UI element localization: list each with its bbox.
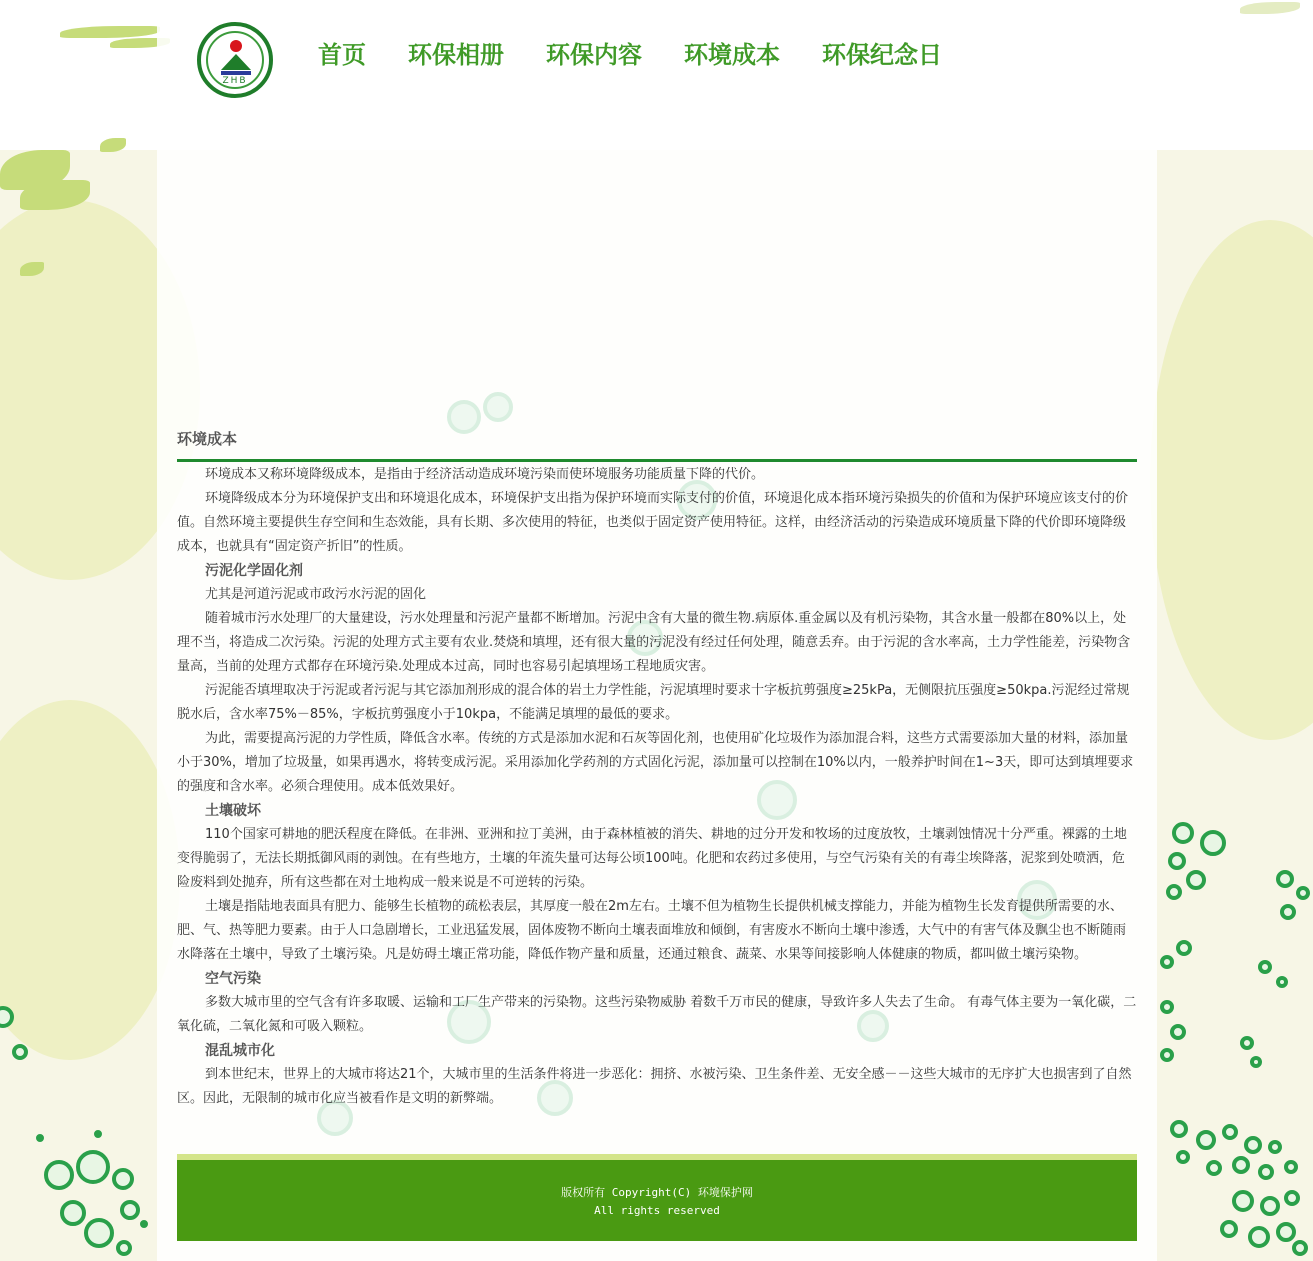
site-logo[interactable] (197, 22, 273, 98)
article-subheading: 污泥化学固化剂 (205, 563, 303, 579)
bubble-decoration (1250, 1056, 1262, 1068)
bubble-decoration (1232, 1190, 1254, 1212)
article-subheading: 土壤破坏 (205, 803, 261, 819)
article-paragraph: 尤其是河道污泥或市政污水污泥的固化 (205, 587, 427, 602)
article-paragraph: 多数大城市里的空气含有许多取暖、运输和工厂生产带来的污染物。这些污染物威胁 着数千万市民的健康，导致许多人失去了生命。 有毒气体主要为一氧化碳，二氧化硫，二氧化氮和可吸入颗粒。 (177, 995, 1137, 1034)
article-paragraph: 110个国家可耕地的肥沃程度在降低。在非洲、亚洲和拉丁美洲，由于森林植被的消失、耕地的过分开发和牧场的过度放牧，土壤剥蚀情况十分严重。裸露的土地变得脆弱了，无法长期抵御风雨的剥蚀。在有些地方，土壤的年流失量可达每公顷100吨。化肥和农药过多使用，与空气污染有关的有毒尘埃降落，泥浆到处喷洒，危险废料到处抛弃，所有这些都在对土地构成一般来说是不可逆转的污染。 (177, 827, 1127, 890)
bubble-decoration (116, 1240, 132, 1256)
footer-rights: All rights reserved (594, 1204, 720, 1217)
article-body (177, 463, 1137, 1111)
bubble-decoration (1160, 1000, 1174, 1014)
bubble-decoration (1276, 1222, 1296, 1242)
main-nav (318, 38, 942, 72)
page-title: 环境成本 (177, 430, 238, 448)
nav-album[interactable]: 环保相册 (408, 40, 504, 69)
bubble-decoration (44, 1160, 74, 1190)
bubble-decoration (1268, 1140, 1282, 1154)
logo-mountain-icon (221, 54, 251, 70)
bubble-decoration (12, 1044, 28, 1060)
bubble-decoration (84, 1218, 114, 1248)
bubble-decoration (1186, 870, 1206, 890)
logo-sun-icon (230, 40, 242, 52)
bubble-decoration (447, 400, 481, 434)
bubble-decoration (1222, 1124, 1238, 1140)
bubble-decoration (1258, 1164, 1274, 1180)
bubble-decoration (36, 1134, 44, 1142)
background-blob (0, 700, 180, 1060)
bubble-decoration (1284, 1190, 1300, 1206)
bubble-decoration (1176, 940, 1192, 956)
bubble-decoration (140, 1220, 148, 1228)
article-paragraph: 环境降级成本分为环境保护支出和环境退化成本，环境保护支出指为保护环境而实际支付的价值，环境退化成本指环境污染损失的价值和为保护环境应该支付的价值。自然环境主要提供生存空间和生态效能，具有长期、多次使用的特征，也类似于固定资产使用特征。这样，由经济活动的污染造成环境质量下降的代价即环境降级成本，也就具有“固定资产折旧”的性质。 (177, 491, 1129, 554)
bubble-decoration (1280, 904, 1296, 920)
bubble-decoration (1276, 976, 1288, 988)
footer-copyright: 版权所有 Copyright(C) 环境保护网 (561, 1186, 753, 1199)
bubble-decoration (1160, 1048, 1174, 1062)
bubble-decoration (112, 1168, 134, 1190)
article-paragraph: 随着城市污水处理厂的大量建设，污水处理量和污泥产量都不断增加。污泥中含有大量的微生物.病原体.重金属以及有机污染物，其含水量一般都在80%以上，处理不当，将造成二次污染。污泥的处理方式主要有农业.焚烧和填埋，还有很大量的污泥没有经过任何处理，随意丢弃。由于污泥的含水率高，土力学性能差，污染物含量高，当前的处理方式都存在环境污染.处理成本过高，同时也容易引起填埋场工程地质灾害。 (177, 611, 1131, 674)
bubble-decoration (94, 1130, 102, 1138)
bubble-decoration (120, 1200, 140, 1220)
bubble-decoration (1170, 1024, 1186, 1040)
article-paragraph: 到本世纪末，世界上的大城市将达21个，大城市里的生活条件将进一步恶化：拥挤、水被污染、卫生条件差、无安全感－－这些大城市的无序扩大也损害到了自然区。因此，无限制的城市化应当被看作是文明的新弊端。 (177, 1067, 1132, 1106)
nav-home[interactable]: 首页 (318, 40, 366, 69)
bubble-decoration (1232, 1156, 1250, 1174)
article-paragraph: 为此，需要提高污泥的力学性质，降低含水率。传统的方式是添加水泥和石灰等固化剂，也使用矿化垃圾作为添加混合料，这些方式需要添加大量的材料，添加量小于30%，增加了垃圾量，如果再遇水，将转变成污泥。采用添加化学药剂的方式固化污泥，添加量可以控制在10%以内，一般养护时间在1~3天，即可达到填埋要求的强度和含水率。必须合理使用。成本低效果好。 (177, 731, 1134, 794)
bubble-decoration (1170, 1120, 1188, 1138)
background-blob (1150, 220, 1313, 740)
bubble-decoration (1172, 822, 1194, 844)
article-paragraph: 土壤是指陆地表面具有肥力、能够生长植物的疏松表层，其厚度一般在2m左右。土壤不但为植物生长提供机械支撑能力，并能为植物生长发育提供所需要的水、肥、气、热等肥力要素。由于人口急剧增长，工业迅猛发展，固体废物不断向土壤表面堆放和倾倒，有害废水不断向土壤中渗透，大气中的有害气体及飘尘也不断随雨水降落在土壤中，导致了土壤污染。凡是妨碍土壤正常功能，降低作物产量和质量，还通过粮食、蔬菜、水果等间接影响人体健康的物质，都叫做土壤污染物。 (177, 899, 1127, 962)
bubble-decoration (1292, 1240, 1308, 1256)
bubble-decoration (1200, 830, 1226, 856)
bubble-decoration (1276, 870, 1294, 888)
article-subheading: 混乱城市化 (205, 1043, 275, 1059)
bubble-decoration (1196, 1130, 1216, 1150)
bubble-decoration (1284, 1160, 1298, 1174)
bubble-decoration (1176, 1150, 1190, 1164)
bubble-decoration (483, 392, 513, 422)
bubble-decoration (76, 1150, 110, 1184)
bubble-decoration (1168, 852, 1186, 870)
bubble-decoration (1206, 1160, 1222, 1176)
bubble-decoration (1244, 1136, 1262, 1154)
bubble-decoration (1260, 1196, 1280, 1216)
bubble-decoration (1240, 1036, 1254, 1050)
bubble-decoration (1248, 1226, 1270, 1248)
article-subheading: 空气污染 (205, 971, 261, 987)
bubble-decoration (1220, 1220, 1238, 1238)
bubble-decoration (60, 1200, 86, 1226)
article-paragraph: 污泥能否填埋取决于污泥或者污泥与其它添加剂形成的混合体的岩土力学性能，污泥填埋时要求十字板抗剪强度≥25kPa，无侧限抗压强度≥50kpa.污泥经过常规脱水后，含水率75%－85%，字板抗剪强度小于10kpa，不能满足填埋的最低的要求。 (177, 683, 1130, 722)
article-paragraph: 环境成本又称环境降级成本，是指由于经济活动造成环境污染而使环境服务功能质量下降的代价。 (205, 467, 765, 482)
title-divider (177, 459, 1137, 462)
bubble-decoration (1166, 884, 1182, 900)
nav-memorial-days[interactable]: 环保纪念日 (822, 40, 942, 69)
nav-environment-cost[interactable]: 环境成本 (684, 40, 780, 69)
bubble-decoration (1160, 955, 1174, 969)
logo-water-icon (221, 71, 251, 75)
bubble-decoration (1296, 886, 1310, 900)
logo-text: ZHB (222, 76, 248, 86)
site-footer (177, 1160, 1137, 1241)
nav-content[interactable]: 环保内容 (546, 40, 642, 69)
bubble-decoration (1258, 960, 1272, 974)
